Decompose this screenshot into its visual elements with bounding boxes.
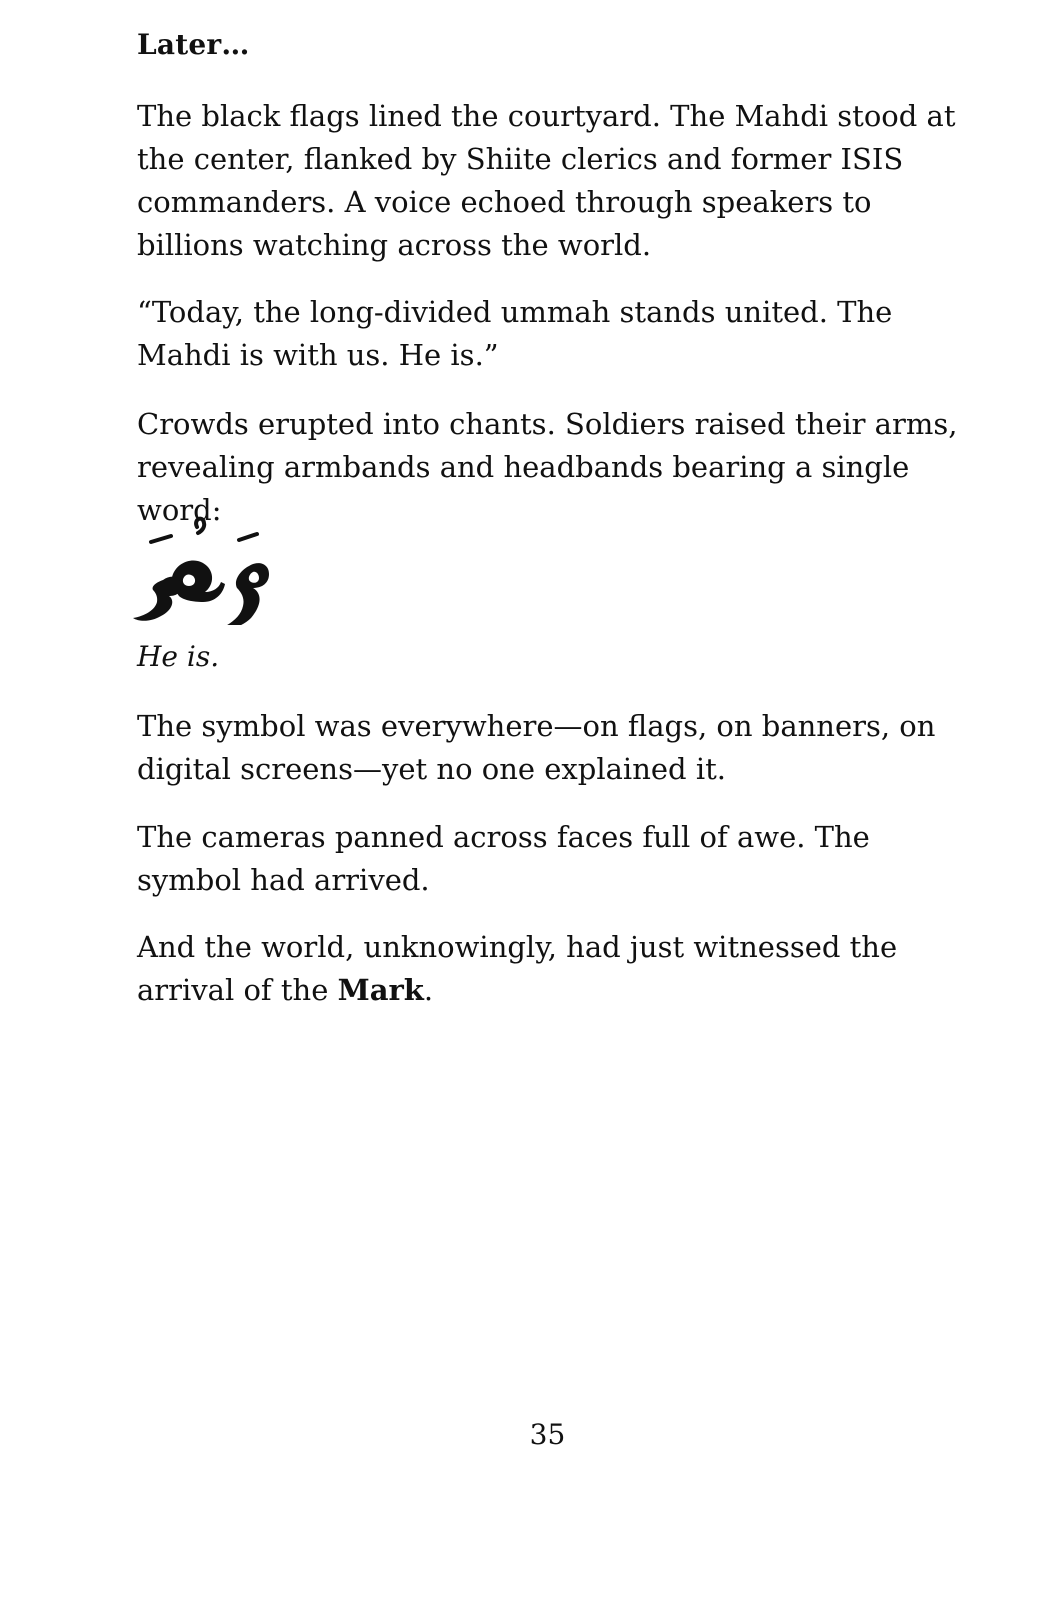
paragraph-courtyard: The black flags lined the courtyard. The Mahdi stood at the center, flanked by Shiite clerics and former ISIS commanders. A voice echoed through speakers to billions watching across the world. bbox=[137, 99, 956, 262]
paragraph-mark-period: . bbox=[423, 973, 434, 1007]
arabic-word-image bbox=[133, 500, 293, 625]
paragraph-mark-text: And the world, unknowingly, had just witnessed the arrival of the bbox=[137, 930, 898, 1007]
paragraph-cameras: The cameras panned across faces full of awe. The symbol had arrived. bbox=[137, 820, 870, 897]
paragraph-mark bbox=[137, 926, 977, 1012]
page-number: 35 bbox=[529, 1418, 566, 1451]
translation-text: He is. bbox=[137, 640, 220, 673]
section-heading: Later… bbox=[137, 28, 250, 61]
mark-emphasis: Mark bbox=[337, 973, 424, 1007]
paragraph-crowds: Crowds erupted into chants. Soldiers raised their arms, revealing armbands and headbands bearing a single word: bbox=[137, 407, 958, 527]
paragraph-quote: “Today, the long-divided ummah stands united. The Mahdi is with us. He is.” bbox=[137, 295, 893, 372]
paragraph-symbol: The symbol was everywhere—on flags, on banners, on digital screens—yet no one explained it. bbox=[137, 709, 936, 786]
